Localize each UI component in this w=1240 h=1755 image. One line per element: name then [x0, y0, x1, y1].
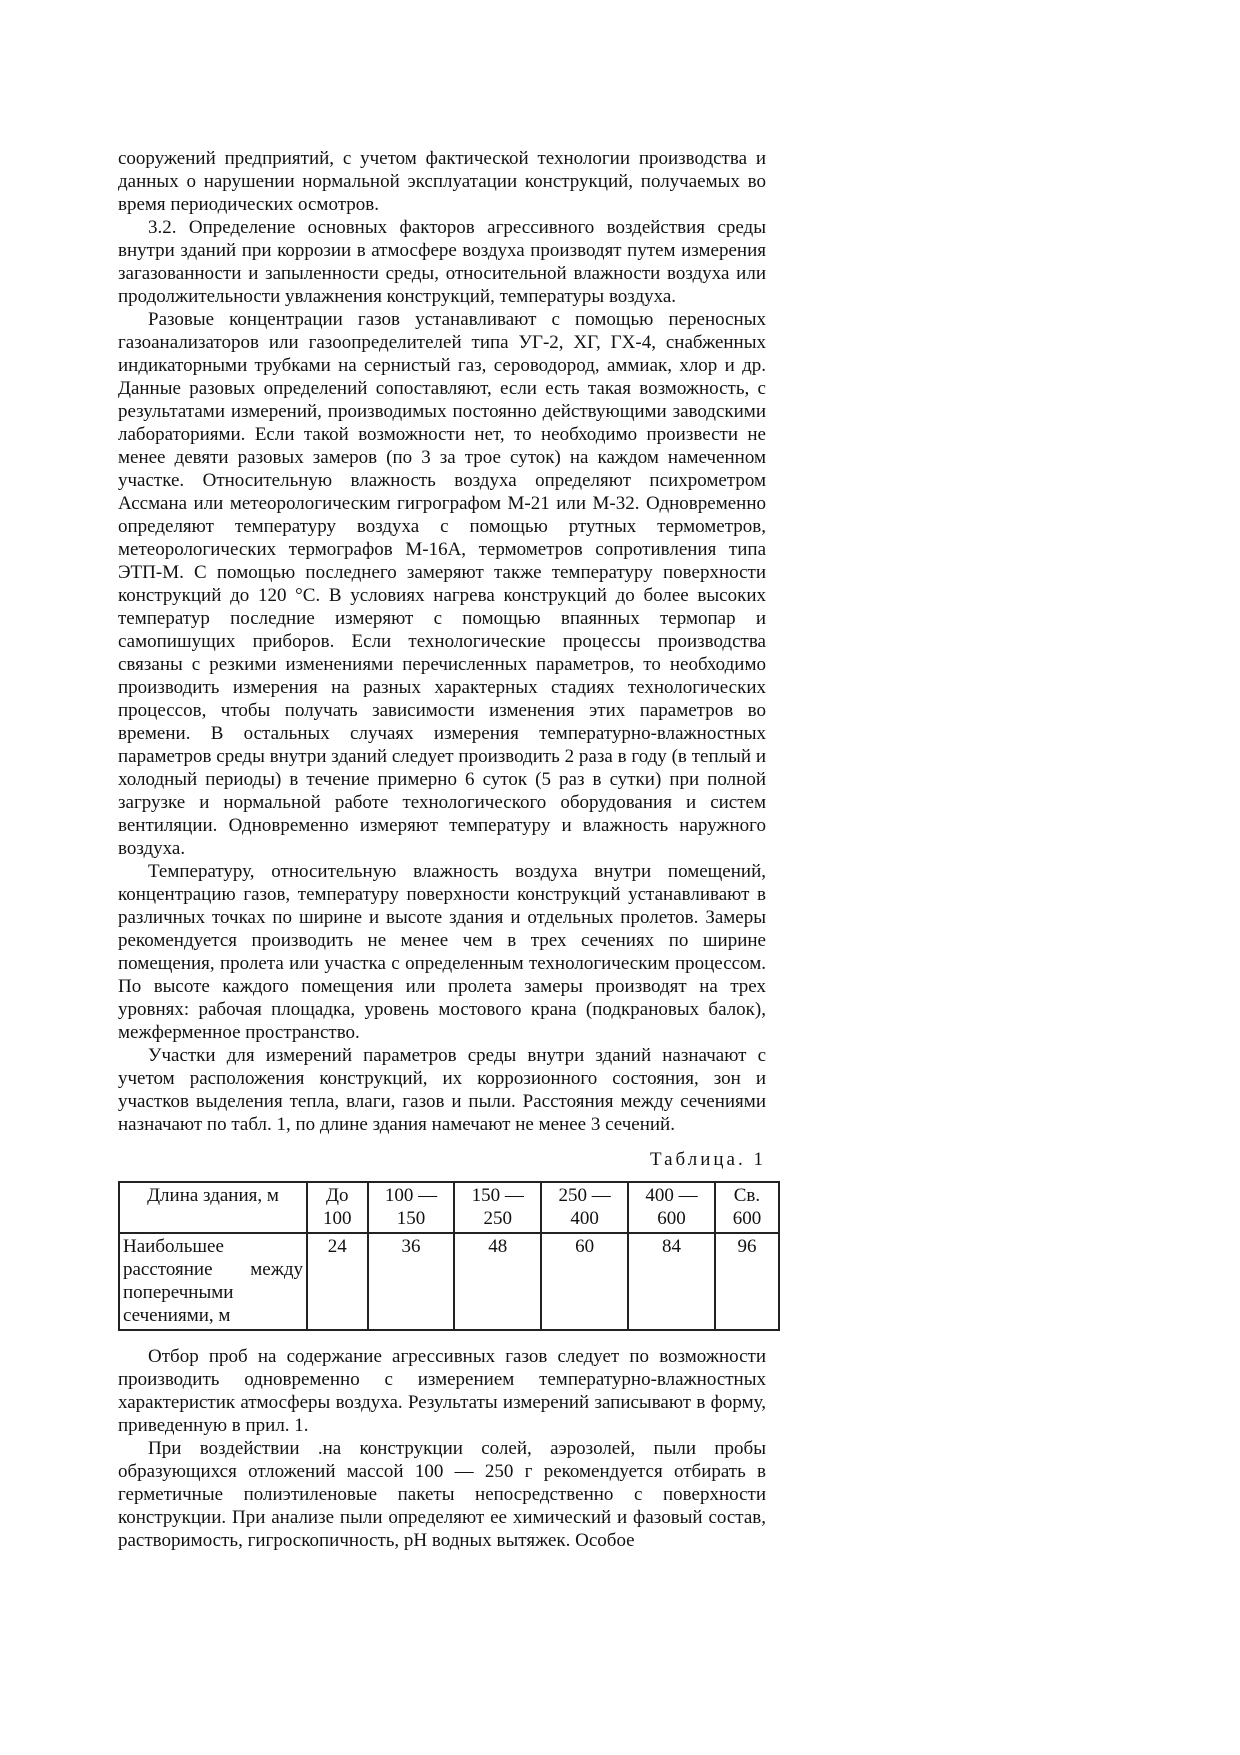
document-page — [118, 147, 766, 1552]
table-cell: 84 — [628, 1233, 715, 1330]
table-header-cell: 100 — 150 — [368, 1182, 455, 1233]
table-cell: 48 — [454, 1233, 541, 1330]
paragraph-6: Отбор проб на содержание агрессивных газов следует по возможности производить одновременно с измерением температурно-влажностных характеристик атмосферы воздуха. Результаты измерений записывают в форму, приведенную в прил. 1. — [118, 1346, 766, 1436]
table-cell: 24 — [307, 1233, 368, 1330]
paragraph-7: При воздействии .на конструкции солей, аэрозолей, пыли пробы образующихся отложений массой 100 — 250 г рекомендуется отбирать в герметичные полиэтиленовые пакеты непосредственно с поверхности конструкции. При анализе пыли определяют ее химический и фазовый состав, растворимость, гигроскопичность, рН водных вытяжек. Особое — [118, 1438, 766, 1551]
table-cell: 36 — [368, 1233, 455, 1330]
table-cell: 96 — [715, 1233, 779, 1330]
table-cell: 60 — [541, 1233, 628, 1330]
paragraph-1: сооружений предприятий, с учетом фактической технологии производства и данных о нарушении нормальной эксплуатации конструкций, получаемых во время периодических осмотров. — [118, 148, 766, 215]
table-caption: Таблица. 1 — [649, 1149, 766, 1170]
table-row — [119, 1233, 779, 1330]
table-header-row — [119, 1182, 779, 1233]
table-header-cell: До 100 — [307, 1182, 368, 1233]
paragraph-3: Разовые концентрации газов устанавливают с помощью переносных газоанализаторов или газоопределителей типа УГ-2, ХГ, ГХ-4, снабженных индикаторными трубками на сернистый газ, сероводород, аммиак, хлор и др. Данные разовых определений сопоставляют, если есть такая возможность, с результатами измерений, производимых постоянно действующими заводскими лабораториями. Если такой возможности нет, то необходимо произвести не менее девяти разовых замеров (по 3 за трое суток) на каждом намеченном участке. Относительную влажность воздуха определяют психрометром Ассмана или метеорологическим гигрографом М-21 или М-32. Одновременно определяют температуру воздуха с помощью ртутных термометров, метеорологических термографов М-16А, термометров сопротивления типа ЭТП-М. С помощью последнего замеряют также температуру поверхности конструкций до 120 °С. В условиях нагрева конструкций до более высоких температур последние измеряют с помощью впаянных термопар и самопишущих приборов. Если технологические процессы производства связаны с резкими изменениями перечисленных параметров, то необходимо производить измерения на разных характерных стадиях технологических процессов, чтобы получать зависимости изменения этих параметров во времени. В остальных случаях измерения температурно-влажностных параметров среды внутри зданий следует производить 2 раза в году (в теплый и холодный периоды) в течение примерно 6 суток (5 раз в сутки) при полной загрузке и нормальной работе технологического оборудования и систем вентиляции. Одновременно измеряют температуру и влажность наружного воздуха. — [118, 309, 766, 859]
paragraph-4: Температуру, относительную влажность воздуха внутри помещений, концентрацию газов, температуру поверхности конструкций устанавливают в различных точках по ширине и высоте здания и отдельных пролетов. Замеры рекомендуется производить не менее чем в трех сечениях по ширине помещения, пролета или участка с определенным технологическим процессом. По высоте каждого помещения или пролета замеры производят на трех уровнях: рабочая площадка, уровень мостового крана (подкрановых балок), межферменное пространство. — [118, 861, 766, 1043]
paragraph-2: 3.2. Определение основных факторов агрессивного воздействия среды внутри зданий при коррозии в атмосфере воздуха производят путем измерения загазованности и запыленности среды, относительной влажности воздуха или продолжительности увлажнения конструкций, температуры воздуха. — [118, 217, 766, 307]
table-header-cell: 400 — 600 — [628, 1182, 715, 1233]
table-header-cell: 150 — 250 — [454, 1182, 541, 1233]
table-header-cell: 250 — 400 — [541, 1182, 628, 1233]
table-row-label: Наибольшее расстояние между поперечными сечениями, м — [119, 1233, 307, 1330]
distance-table — [118, 1181, 780, 1331]
table-header-building-length: Длина здания, м — [119, 1182, 307, 1233]
table-header-cell: Св. 600 — [715, 1182, 779, 1233]
paragraph-5: Участки для измерений параметров среды внутри зданий назначают с учетом расположения конструкций, их коррозионного состояния, зон и участков выделения тепла, влаги, газов и пыли. Расстояния между сечениями назначают по табл. 1, по длине здания намечают не менее 3 сечений. — [118, 1045, 766, 1135]
